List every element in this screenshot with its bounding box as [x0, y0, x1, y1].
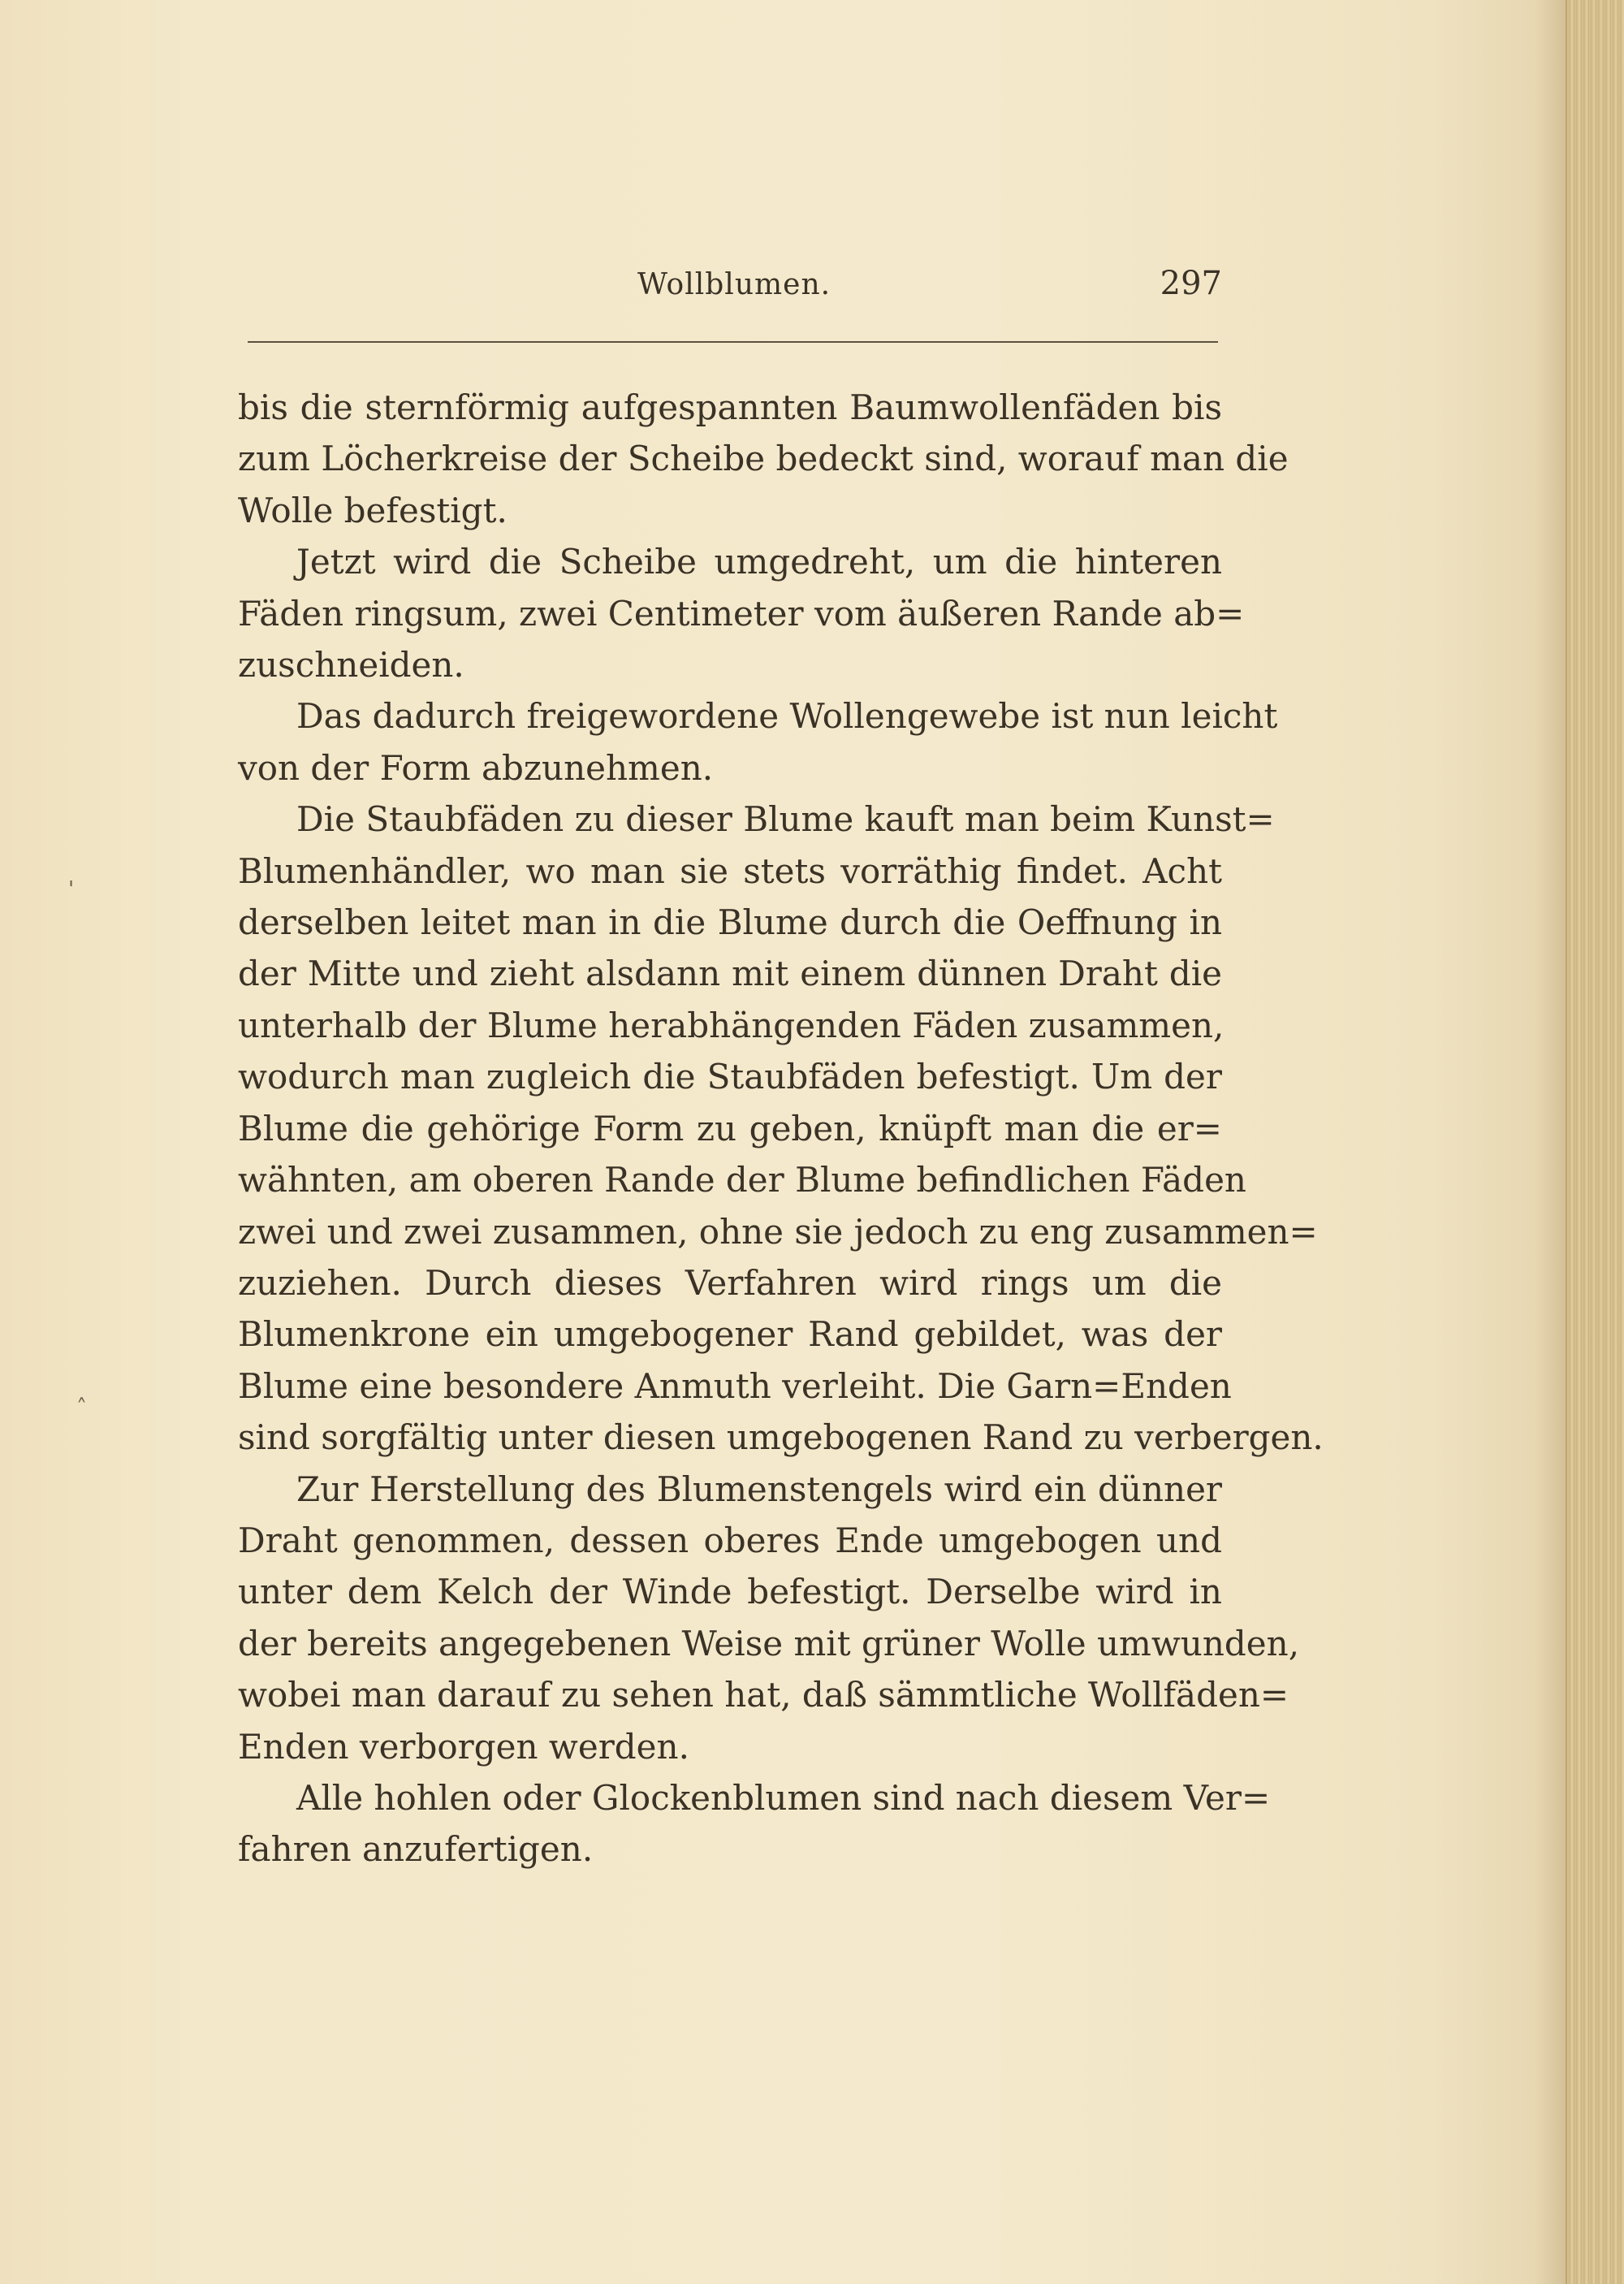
text-line: Enden verborgen werden. [238, 1726, 689, 1767]
margin-speck: ˄ [76, 1395, 87, 1420]
text-line: zuschneiden. [238, 645, 464, 686]
page-header [248, 265, 1222, 317]
text-line: unterhalb der Blume herabhängenden Fäden zusammen, [238, 1005, 1224, 1045]
margin-speck: ' [68, 877, 75, 902]
text-line: zuziehen. Durch dieses Verfahren wird rings um die [238, 1262, 1222, 1303]
page-edge [1566, 0, 1624, 2284]
text-line: Die Staubfäden zu dieser Blume kauft man beim Kunst= [296, 799, 1275, 840]
text-line: wähnten, am oberen Rande der Blume befindlichen Fäden [238, 1160, 1246, 1200]
text-line: der bereits angegebenen Weise mit grüner Wolle umwunden, [238, 1623, 1300, 1663]
text-line: zum Löcherkreise der Scheibe bedeckt sind, worauf man die [238, 439, 1289, 479]
page-number: 297 [1160, 265, 1222, 302]
page-gutter-shadow [1535, 0, 1567, 2284]
text-line: Blume eine besondere Anmuth verleiht. Die Garn=Enden [238, 1365, 1232, 1406]
text-line: Blumenkrone ein umgebogener Rand gebildet, was der [238, 1314, 1222, 1355]
body-text [238, 382, 1324, 1875]
text-line: fahren anzufertigen. [238, 1829, 594, 1870]
text-line: Blume die gehörige Form zu geben, knüpft man die er= [238, 1108, 1222, 1148]
text-line: Das dadurch freigewordene Wollengewebe ist nun leicht [296, 696, 1278, 737]
text-line: Wolle befestigt. [238, 490, 508, 530]
text-line: Jetzt wird die Scheibe umgedreht, um die hinteren [296, 542, 1222, 582]
text-line: zwei und zwei zusammen, ohne sie jedoch zu eng zusammen= [238, 1211, 1318, 1252]
text-line: der Mitte und zieht alsdann mit einem dünnen Draht die [238, 954, 1222, 994]
text-line: wodurch man zugleich die Staubfäden befestigt. Um der [238, 1057, 1222, 1097]
text-line: wobei man darauf zu sehen hat, daß sämmtliche Wollfäden= [238, 1675, 1289, 1715]
text-line: sind sorgfältig unter diesen umgebogenen Rand zu verbergen. [238, 1417, 1324, 1458]
text-line: Zur Herstellung des Blumenstengels wird ein dünner [296, 1469, 1222, 1509]
text-line: Fäden ringsum, zwei Centimeter vom äußeren Rande ab= [238, 593, 1245, 634]
text-line: Draht genommen, dessen oberes Ende umgebogen und [238, 1520, 1222, 1560]
text-line: Blumenhändler, wo man sie stets vorräthig findet. Acht [238, 850, 1222, 891]
running-title: Wollblumen. [637, 268, 831, 301]
text-line: von der Form abzunehmen. [238, 747, 714, 788]
text-line: unter dem Kelch der Winde befestigt. Derselbe wird in [238, 1572, 1222, 1612]
text-line: derselben leitet man in die Blume durch die Oeffnung in [238, 902, 1222, 943]
text-line: bis die sternförmig aufgespannten Baumwollenfäden bis [238, 387, 1222, 427]
text-line: Alle hohlen oder Glockenblumen sind nach diesem Ver= [296, 1777, 1271, 1818]
header-rule [248, 341, 1218, 343]
